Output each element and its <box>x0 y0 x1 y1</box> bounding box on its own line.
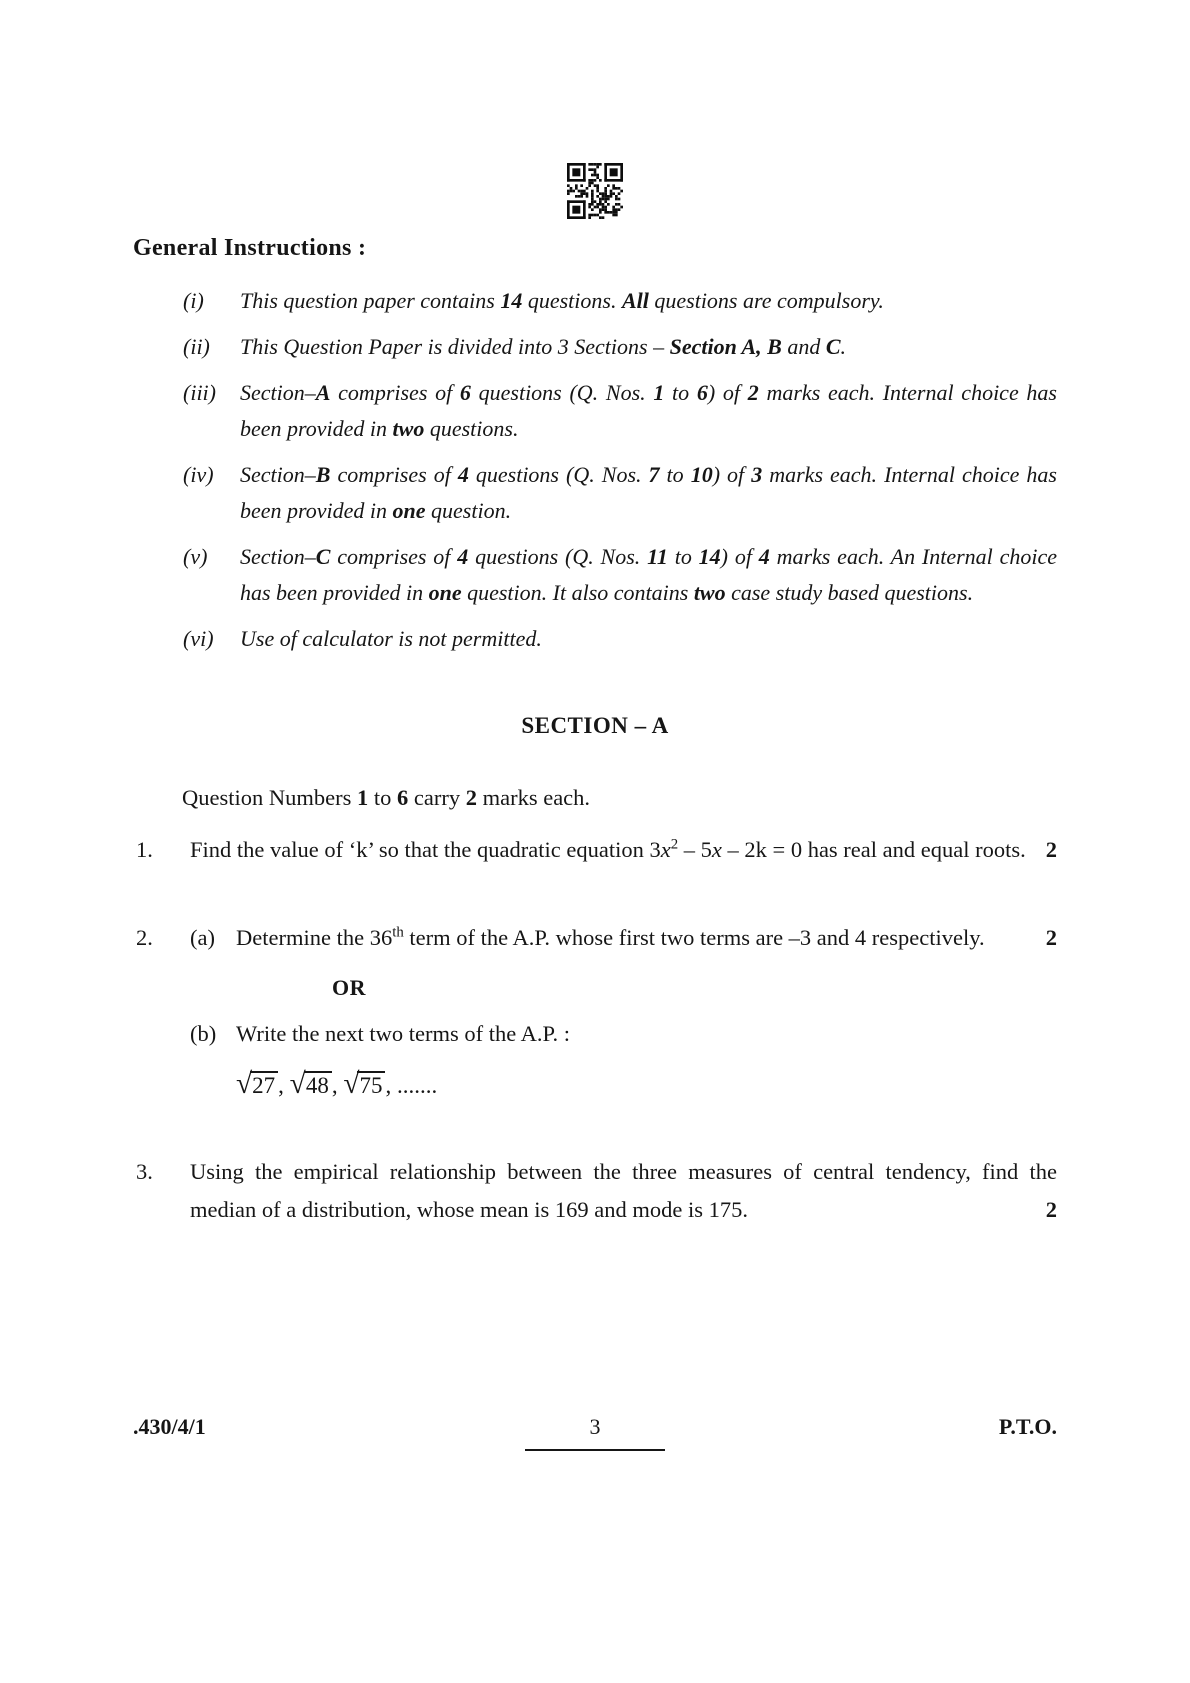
part-text <box>236 1015 1057 1105</box>
marks-badge: 2 <box>1045 1197 1057 1222</box>
question-body <box>190 831 1057 869</box>
instruction-numeral: (iii) <box>183 380 216 405</box>
instruction-numeral: (ii) <box>183 334 210 359</box>
general-instructions-heading: General Instructions : <box>133 235 367 261</box>
instruction-text: Section–A comprises of 6 questions (Q. Nos. 1 to 6) of 2 marks each. Internal choice has been provided in two questions. <box>240 380 1057 441</box>
instruction-numeral: (i) <box>183 288 204 313</box>
section-a-title: SECTION – A <box>521 713 669 738</box>
question-body <box>190 1153 1057 1229</box>
instruction-item-6 <box>133 621 1057 657</box>
section-a-intro: Question Numbers 1 to 6 carry 2 marks each. <box>182 785 591 810</box>
instruction-item-3 <box>133 375 1057 447</box>
or-separator: OR <box>332 975 366 1000</box>
ap-sequence: √27 , √48 , √75 , ....... <box>236 1068 438 1100</box>
instruction-item-4 <box>133 457 1057 529</box>
part-text <box>236 919 1057 957</box>
question-number: 3. <box>136 1159 153 1184</box>
marks-badge: 2 <box>1045 925 1057 950</box>
instruction-text: Section–C comprises of 4 questions (Q. Nos. 11 to 14) of 4 marks each. An Internal choice has been provided in one question. It also contains two case study based questions. <box>240 544 1058 605</box>
question-number: 2. <box>136 925 153 950</box>
instruction-text: Section–B comprises of 4 questions (Q. Nos. 7 to 10) of 3 marks each. Internal choice has been provided in one question. <box>240 462 1057 523</box>
question-text: Determine the 36th term of the A.P. whose first two terms are –3 and 4 respectively. <box>236 924 985 950</box>
question-2 <box>133 919 1057 1105</box>
question-text: Write the next two terms of the A.P. : <box>236 1021 571 1046</box>
instruction-item-2 <box>133 329 1057 365</box>
instruction-text: This question paper contains 14 questions. All questions are compulsory. <box>240 288 884 313</box>
qr-code-icon <box>567 163 623 219</box>
instruction-item-5 <box>133 539 1057 611</box>
marks-badge: 2 <box>1045 837 1057 862</box>
instruction-text: Use of calculator is not permitted. <box>240 626 542 651</box>
question-body <box>190 919 1057 1105</box>
question-2-part-b <box>190 1015 1057 1105</box>
part-label: (a) <box>190 925 215 950</box>
question-text: Using the empirical relationship between the three measures of central tendency, find the median of a distribution, whose mean is 169 and mode is 175. <box>190 1159 1057 1222</box>
instruction-numeral: (v) <box>183 544 208 569</box>
page-content <box>133 234 1057 1229</box>
question-1 <box>133 831 1057 869</box>
page-number: 3 <box>525 1414 665 1451</box>
part-label: (b) <box>190 1021 217 1046</box>
question-2-part-a <box>190 919 1057 957</box>
paper-code: .430/4/1 <box>133 1414 206 1439</box>
instruction-text: This Question Paper is divided into 3 Sections – Section A, B and C. <box>240 334 847 359</box>
question-text: Find the value of ‘k’ so that the quadratic equation $3x^2 - 5x - 2k = 0$ has real and equal roots. <box>190 836 1026 862</box>
instruction-numeral: (vi) <box>183 626 214 651</box>
pto-label: P.T.O. <box>998 1414 1057 1439</box>
instructions-list <box>133 283 1057 657</box>
instruction-numeral: (iv) <box>183 462 214 487</box>
page-footer <box>133 1414 1057 1464</box>
instruction-item-1 <box>133 283 1057 319</box>
question-number: 1. <box>136 837 153 862</box>
question-3 <box>133 1153 1057 1229</box>
